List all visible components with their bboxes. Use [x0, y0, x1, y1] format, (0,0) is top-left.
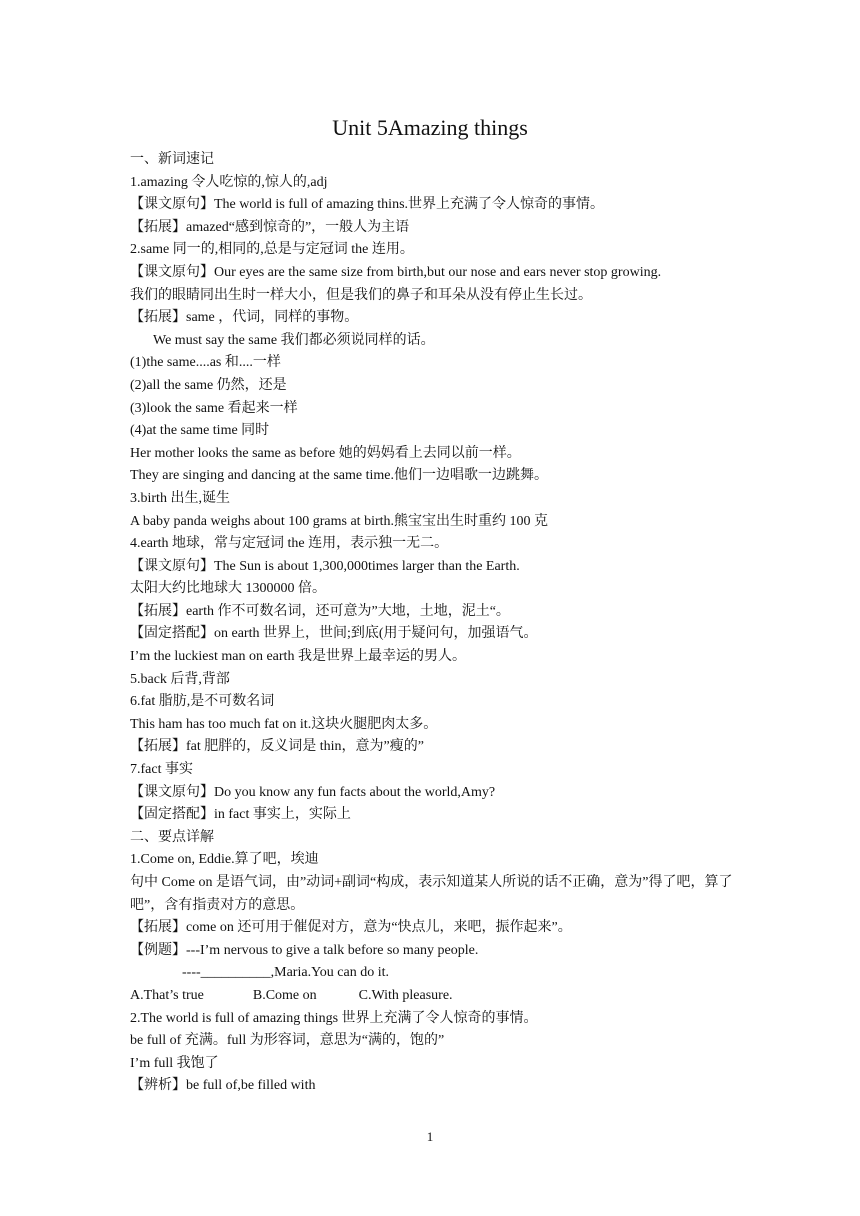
list-item: (4)at the same time 同时 [130, 423, 270, 439]
example-sentence: A baby panda weighs about 100 grams at birth.熊宝宝出生时重约 100 克 [130, 513, 549, 529]
list-item: (3)look the same 看起来一样 [130, 400, 298, 416]
text-line: 【辨析】be full of,be filled with [130, 1078, 316, 1094]
text-line: 【拓展】earth 作不可数名词，还可意为”大地，土地，泥土“。 [130, 603, 510, 619]
text-line: 【拓展】same ，代词，同样的事物。 [130, 310, 359, 326]
example-sentence: I’m the luckiest man on earth 我是世界上最幸运的男人。 [130, 649, 466, 665]
point-entry: 2.The world is full of amazing things 世界上充满了令人惊奇的事情。 [130, 1010, 538, 1026]
vocab-entry: 5.back 后背,背部 [130, 671, 230, 687]
text-line: be full of 充满。full 为形容词，意思为“满的，饱的” [130, 1033, 445, 1049]
example-sentence: This ham has too much fat on it.这块火腿肥肉太多。 [130, 716, 438, 732]
text-paragraph: 句中 Come on 是语气词，由”动词+副词“构成，表示知道某人所说的话不正确，意为”得了吧，算了吧”，含有指责对方的意思。 [130, 875, 733, 913]
vocab-entry: 1.amazing 令人吃惊的,惊人的,adj [130, 174, 328, 190]
vocab-entry: 6.fat 脂肪,是不可数名词 [130, 694, 275, 710]
text-line: 【课文原句】The Sun is about 1,300,000times larger than the Earth. [130, 558, 520, 574]
text-line: 【固定搭配】on earth 世界上，世间;到底(用于疑问句，加强语气。 [130, 626, 538, 642]
exercise-question: 【例题】---I’m nervous to give a talk before so many people. [130, 942, 479, 958]
list-item: (1)the same....as 和....一样 [130, 355, 281, 371]
vocab-entry: 2.same 同一的,相同的,总是与定冠词 the 连用。 [130, 242, 414, 258]
text-line: 太阳大约比地球大 1300000 倍。 [130, 581, 326, 597]
text-line: 【固定搭配】in fact 事实上，实际上 [130, 807, 351, 823]
document-title: Unit 5Amazing things [332, 115, 528, 140]
text-line: 【课文原句】Do you know any fun facts about the world,Amy? [130, 784, 496, 800]
vocab-entry: 4.earth 地球，常与定冠词 the 连用，表示独一无二。 [130, 536, 449, 552]
point-entry: 1.Come on, Eddie.算了吧，埃迪 [130, 852, 319, 868]
text-line: 【课文原句】Our eyes are the same size from birth,but our nose and ears never stop growing. [130, 264, 662, 280]
text-line: 我们的眼睛同出生时一样大小，但是我们的鼻子和耳朵从没有停止生长过。 [130, 287, 592, 303]
text-line: 【课文原句】The world is full of amazing thins.世界上充满了令人惊奇的事情。 [130, 197, 605, 213]
example-sentence: I’m full 我饱了 [130, 1055, 219, 1071]
exercise-blank: ----__________,Maria.You can do it. [182, 965, 389, 981]
example-sentence: They are singing and dancing at the same time.他们一边唱歌一边跳舞。 [130, 468, 548, 484]
section-heading: 一、新词速记 [130, 152, 214, 167]
text-line: 【拓展】amazed“感到惊奇的”，一般人为主语 [130, 219, 410, 235]
example-sentence: Her mother looks the same as before 她的妈妈看上去同以前一样。 [130, 445, 521, 461]
vocab-entry: 7.fact 事实 [130, 762, 193, 778]
section-heading: 二、要点详解 [130, 829, 214, 845]
text-line: 【拓展】come on 还可用于催促对方，意为“快点儿，来吧，振作起来”。 [130, 920, 572, 936]
list-item: (2)all the same 仍然，还是 [130, 377, 287, 393]
exercise-options: A.That’s true B.Come on C.With pleasure. [130, 987, 453, 1003]
page-number: 1 [426, 1129, 434, 1144]
document-body [130, 149, 734, 1098]
text-line: 【拓展】fat 肥胖的，反义词是 thin，意为”瘦的” [130, 739, 424, 755]
example-sentence: We must say the same 我们都必须说同样的话。 [153, 332, 435, 348]
vocab-entry: 3.birth 出生,诞生 [130, 490, 230, 506]
